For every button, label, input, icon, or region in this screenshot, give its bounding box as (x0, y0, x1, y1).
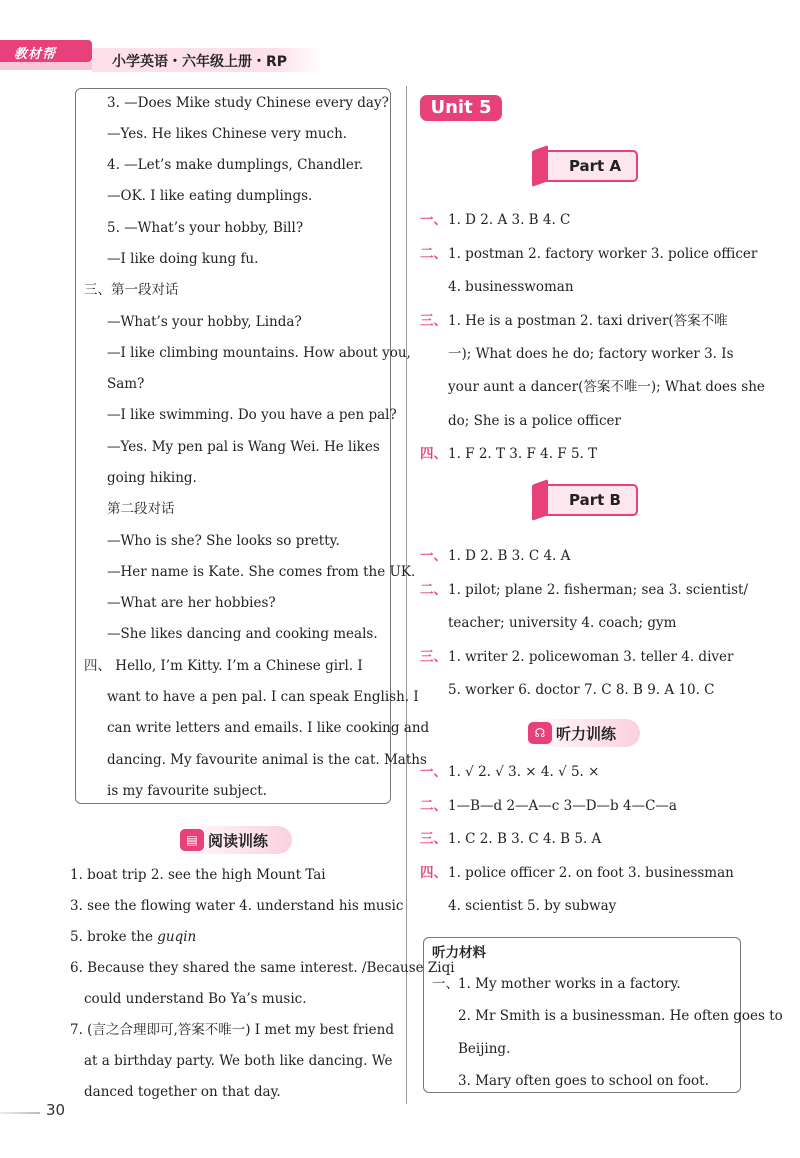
box-line: —Yes. My pen pal is Wang Wei. He likes (107, 439, 380, 455)
listening-header-label: 听力训练 (556, 724, 617, 743)
box-line: —What are her hobbies? (107, 595, 276, 611)
box-line: going hiking. (107, 470, 197, 486)
answer-line: 4. businesswoman (448, 279, 574, 295)
part-b-title: Part B (569, 491, 621, 509)
reading-line: danced together on that day. (84, 1084, 281, 1100)
reading-line: 7. (言之合理即可,答案不唯一) I met my best friend (70, 1022, 395, 1038)
answer-line: your aunt a dancer(答案不唯一); What does she (448, 379, 765, 395)
box-line: —What’s your hobby, Linda? (107, 314, 302, 330)
box-line: —OK. I like eating dumplings. (107, 188, 313, 204)
brand-strip (0, 62, 92, 70)
item-label: 四、 (420, 865, 447, 881)
reading-line: could understand Bo Ya’s music. (84, 991, 307, 1007)
flag-icon (532, 479, 548, 521)
reading-header-label: 阅读训练 (208, 831, 269, 850)
item-label: 二、 (420, 798, 447, 814)
reading-section-header (174, 826, 292, 854)
reading-line (70, 928, 196, 946)
box-line: dancing. My favourite animal is the cat. Maths (107, 752, 427, 768)
unit-badge: Unit 5 (420, 95, 502, 121)
book-icon: ▤ (180, 829, 204, 851)
page-number: 30 (46, 1101, 66, 1119)
answer-line: 1. postman 2. factory worker 3. police officer (448, 246, 758, 262)
answer-line: 4. scientist 5. by subway (448, 898, 617, 914)
material-line: 1. My mother works in a factory. (458, 976, 681, 992)
box-line: can write letters and emails. I like cooking and (107, 720, 430, 736)
item-label: 三、 (420, 649, 447, 665)
item-label: 一、 (420, 548, 447, 564)
answer-line: 1. pilot; plane 2. fisherman; sea 3. scientist/ (448, 582, 749, 598)
page-header (0, 40, 800, 72)
answer-line: 5. worker 6. doctor 7. C 8. B 9. A 10. C (448, 682, 715, 698)
flag-icon (532, 145, 548, 187)
part-b-header (538, 484, 638, 516)
box-line: 4. —Let’s make dumplings, Chandler. (107, 157, 364, 173)
materials-title: 听力材料 (432, 945, 486, 961)
part-a-header (538, 150, 638, 182)
reading-line: 3. see the flowing water 4. understand his music (70, 898, 404, 914)
item-label: 三、 (420, 313, 447, 329)
answer-line: do; She is a police officer (448, 413, 621, 429)
box-line: 3. —Does Mike study Chinese every day? (107, 95, 389, 111)
section-heading: 三、第一段对话 (84, 282, 179, 298)
box-line: —I like doing kung fu. (107, 251, 259, 267)
answer-line: 1—B—d 2—A—c 3—D—b 4—C—a (448, 798, 677, 814)
answer-line: teacher; university 4. coach; gym (448, 615, 677, 631)
brand-label: 教材帮 (14, 47, 57, 62)
box-line: Sam? (107, 376, 145, 392)
reading-line: 1. boat trip 2. see the high Mount Tai (70, 867, 326, 883)
material-line: 2. Mr Smith is a businessman. He often goes to (458, 1008, 783, 1024)
reading-line-text: 5. broke the (70, 929, 158, 945)
answer-line: 1. D 2. B 3. C 4. A (448, 548, 571, 564)
box-line: —I like swimming. Do you have a pen pal? (107, 407, 397, 423)
listening-section-header (522, 719, 640, 747)
section-subheading: 第二段对话 (107, 501, 175, 517)
item-label: 一、 (420, 212, 447, 228)
answer-line: 1. writer 2. policewoman 3. teller 4. diver (448, 649, 734, 665)
answer-line: 1. police officer 2. on foot 3. businessman (448, 865, 734, 881)
book-title: 小学英语・六年级上册・RP (112, 54, 288, 70)
box-line: want to have a pen pal. I can speak English. I (107, 689, 419, 705)
item-label: 一、 (432, 976, 459, 992)
answer-line: 1. D 2. A 3. B 4. C (448, 212, 571, 228)
reading-line: 6. Because they shared the same interest. /Because Ziqi (70, 960, 455, 976)
answer-line: 1. C 2. B 3. C 4. B 5. A (448, 831, 602, 847)
box-line: —Her name is Kate. She comes from the UK. (107, 564, 416, 580)
box-line: —She likes dancing and cooking meals. (107, 626, 378, 642)
box-line: —Who is she? She looks so pretty. (107, 533, 340, 549)
box-line: —Yes. He likes Chinese very much. (107, 126, 348, 142)
box-line: 5. —What’s your hobby, Bill? (107, 220, 304, 236)
answer-line: 1. F 2. T 3. F 4. F 5. T (448, 446, 598, 462)
box-line: —I like climbing mountains. How about you, (107, 345, 411, 361)
answer-line: 1. √ 2. √ 3. × 4. √ 5. × (448, 764, 600, 780)
box-line: is my favourite subject. (107, 783, 267, 799)
headphones-icon: ☊ (528, 722, 552, 744)
material-line: 3. Mary often goes to school on foot. (458, 1073, 709, 1089)
answer-line: 1. He is a postman 2. taxi driver(答案不唯 (448, 313, 728, 329)
material-line: Beijing. (458, 1041, 511, 1057)
item-label: 二、 (420, 246, 447, 262)
item-label: 一、 (420, 764, 447, 780)
column-divider (406, 86, 407, 1104)
page-number-rule (0, 1112, 40, 1114)
item-label: 三、 (420, 831, 447, 847)
reading-line: at a birthday party. We both like dancing. We (84, 1053, 393, 1069)
box-line: 四、 Hello, I’m Kitty. I’m a Chinese girl. I (84, 658, 363, 674)
part-a-title: Part A (568, 157, 622, 175)
reading-italic-word: guqin (157, 929, 197, 945)
item-label: 四、 (420, 446, 447, 462)
answer-line: 一); What does he do; factory worker 3. Is (448, 346, 734, 362)
item-label: 二、 (420, 582, 447, 598)
